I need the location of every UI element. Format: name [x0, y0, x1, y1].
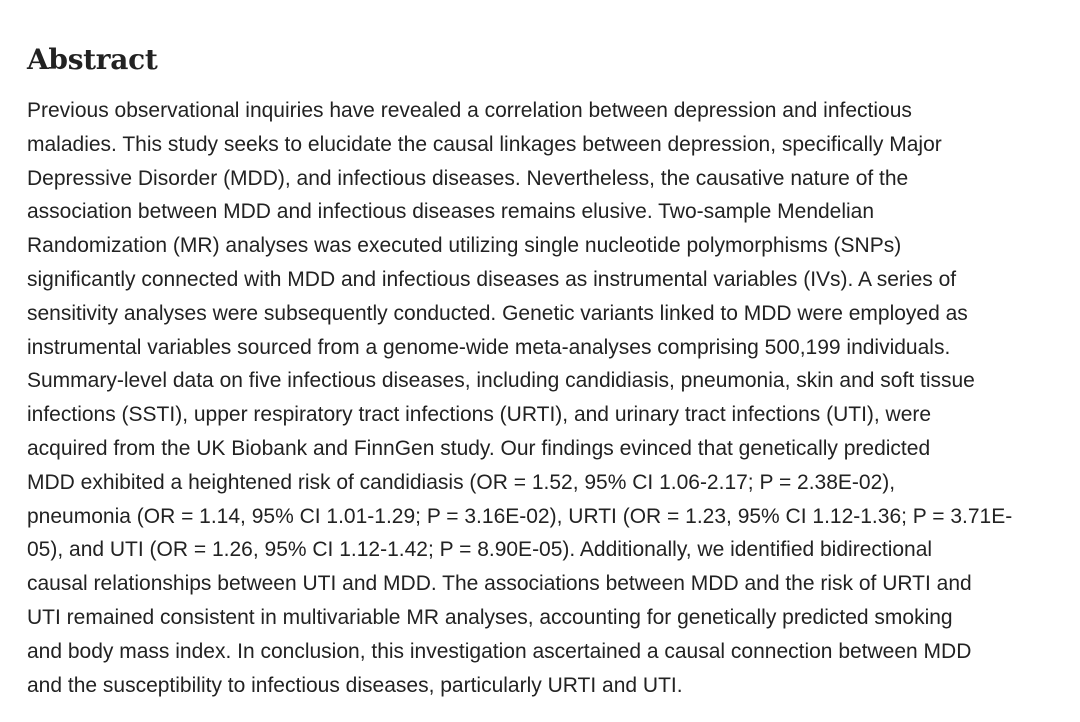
abstract-body [27, 94, 1057, 702]
abstract-line: 05), and UTI (OR = 1.26, 95% CI 1.12-1.42; P = 8.90E-05). Additionally, we identified bidirectional [27, 538, 933, 562]
abstract-line: MDD exhibited a heightened risk of candidiasis (OR = 1.52, 95% CI 1.06-2.17; P = 2.38E-02), [27, 470, 896, 494]
abstract-line: Depressive Disorder (MDD), and infectious diseases. Nevertheless, the causative nature of the [27, 166, 909, 190]
abstract-line: association between MDD and infectious diseases remains elusive. Two-sample Mendelian [27, 200, 875, 224]
abstract-line: Previous observational inquiries have revealed a correlation between depression and infectious [27, 99, 912, 122]
abstract-line: acquired from the UK Biobank and FinnGen study. Our findings evinced that genetically predicted [27, 436, 931, 460]
abstract-heading: Abstract [27, 43, 158, 76]
abstract-line: Randomization (MR) analyses was executed utilizing single nucleotide polymorphisms (SNPs) [27, 234, 902, 258]
abstract-line: sensitivity analyses were subsequently conducted. Genetic variants linked to MDD were employed as [27, 301, 968, 325]
abstract-line: significantly connected with MDD and infectious diseases as instrumental variables (IVs). A series of [27, 267, 957, 291]
abstract-line: Summary-level data on five infectious diseases, including candidiasis, pneumonia, skin and soft tissue [27, 369, 975, 393]
abstract-line: and the susceptibility to infectious diseases, particularly URTI and UTI. [27, 673, 683, 697]
abstract-line: pneumonia (OR = 1.14, 95% CI 1.01-1.29; P = 3.16E-02), URTI (OR = 1.23, 95% CI 1.12-1.36; P = 3.71E- [27, 504, 1013, 528]
abstract-section [27, 40, 1057, 702]
abstract-line: causal relationships between UTI and MDD. The associations between MDD and the risk of URTI and [27, 572, 972, 596]
abstract-line: infections (SSTI), upper respiratory tract infections (URTI), and urinary tract infections (UTI), were [27, 403, 932, 427]
abstract-line: UTI remained consistent in multivariable MR analyses, accounting for genetically predicted smoking [27, 605, 953, 629]
abstract-line: maladies. This study seeks to elucidate the causal linkages between depression, specifically Major [27, 132, 942, 156]
abstract-line: and body mass index. In conclusion, this investigation ascertained a causal connection between MDD [27, 639, 972, 663]
abstract-line: instrumental variables sourced from a genome-wide meta-analyses comprising 500,199 individuals. [27, 335, 951, 359]
